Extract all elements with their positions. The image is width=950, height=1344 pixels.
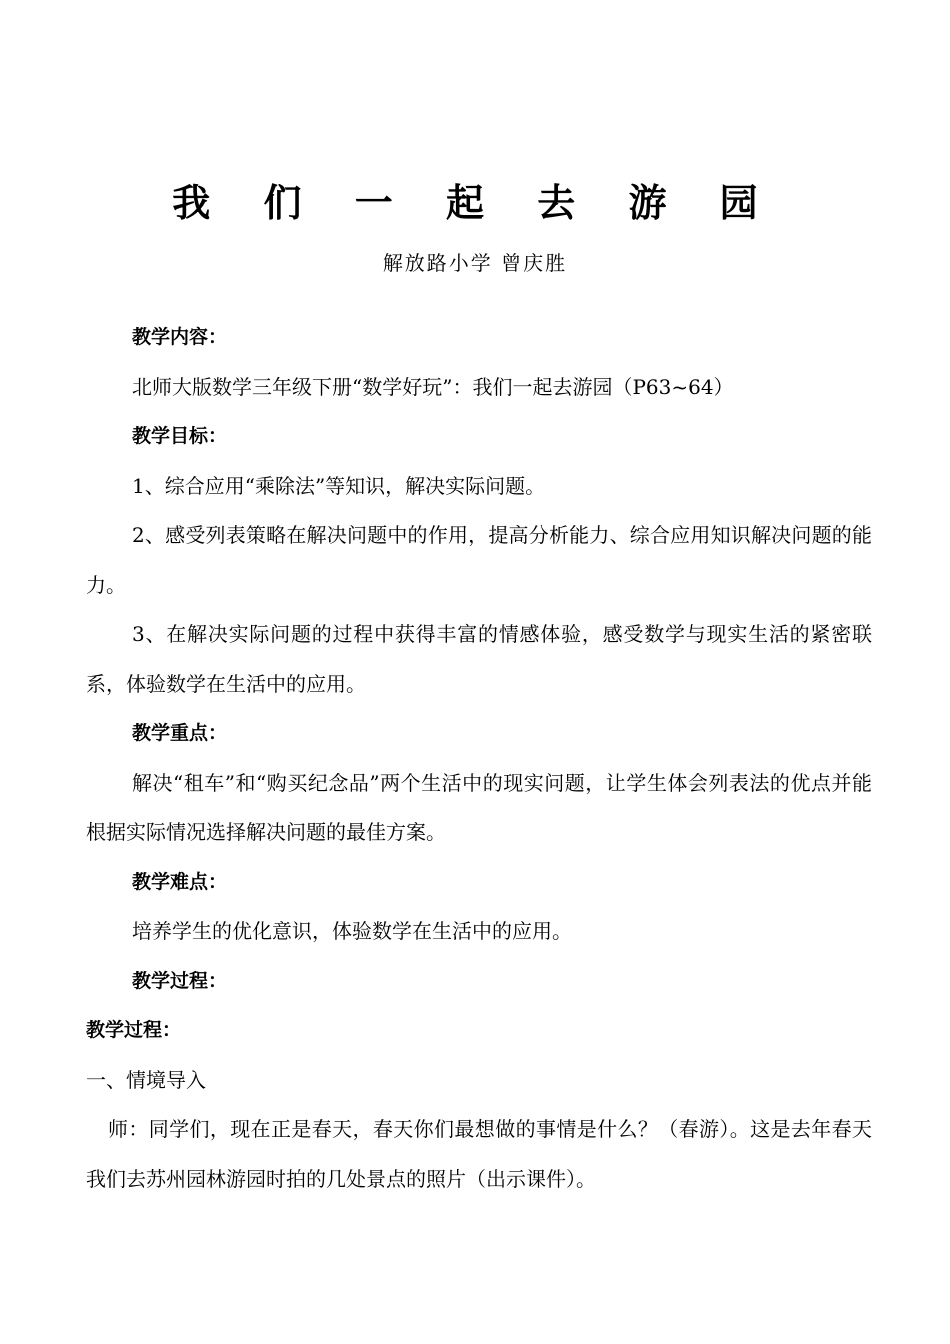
document-title: 我 们 一 起 去 游 园 (172, 181, 778, 225)
content-heading: 教学内容： (132, 326, 228, 348)
key-text: 解决“租车”和“购买纪念品”两个生活中的现实问题，让学生体会列表法的优点并能根据实际情况选择解决问题的最佳方案。 (86, 770, 872, 844)
process-heading: 教学过程： (86, 1019, 182, 1041)
key-heading: 教学重点： (132, 722, 228, 744)
goal-2: 2、感受列表策略在解决问题中的作用，提高分析能力、综合应用知识解决问题的能力。 (86, 523, 872, 597)
goal-3: 3、在解决实际问题的过程中获得丰富的情感体验，感受数学与现实生活的紧密联系，体验数学在生活中的应用。 (86, 622, 872, 696)
difficulty-heading: 教学难点： (132, 870, 228, 893)
goal-1: 1、综合应用“乘除法”等知识，解决实际问题。 (132, 473, 546, 498)
document-body (86, 313, 872, 1204)
content-text: 北师大版数学三年级下册“数学好玩”：我们一起去游园（P63~64） (132, 374, 734, 399)
goals-heading: 教学目标： (132, 425, 228, 447)
step-1-text: 师：同学们，现在正是春天，春天你们最想做的事情是什么？（春游）。这是去年春天我们去苏州园林游园时拍的几处景点的照片（出示课件）。 (86, 1117, 872, 1191)
process-heading-indented: 教学过程： (132, 969, 228, 992)
document-author: 解放路小学 曾庆胜 (382, 251, 568, 275)
difficulty-text: 培养学生的优化意识，体验数学在生活中的应用。 (132, 919, 572, 943)
step-1-heading: 一、情境导入 (86, 1067, 206, 1092)
